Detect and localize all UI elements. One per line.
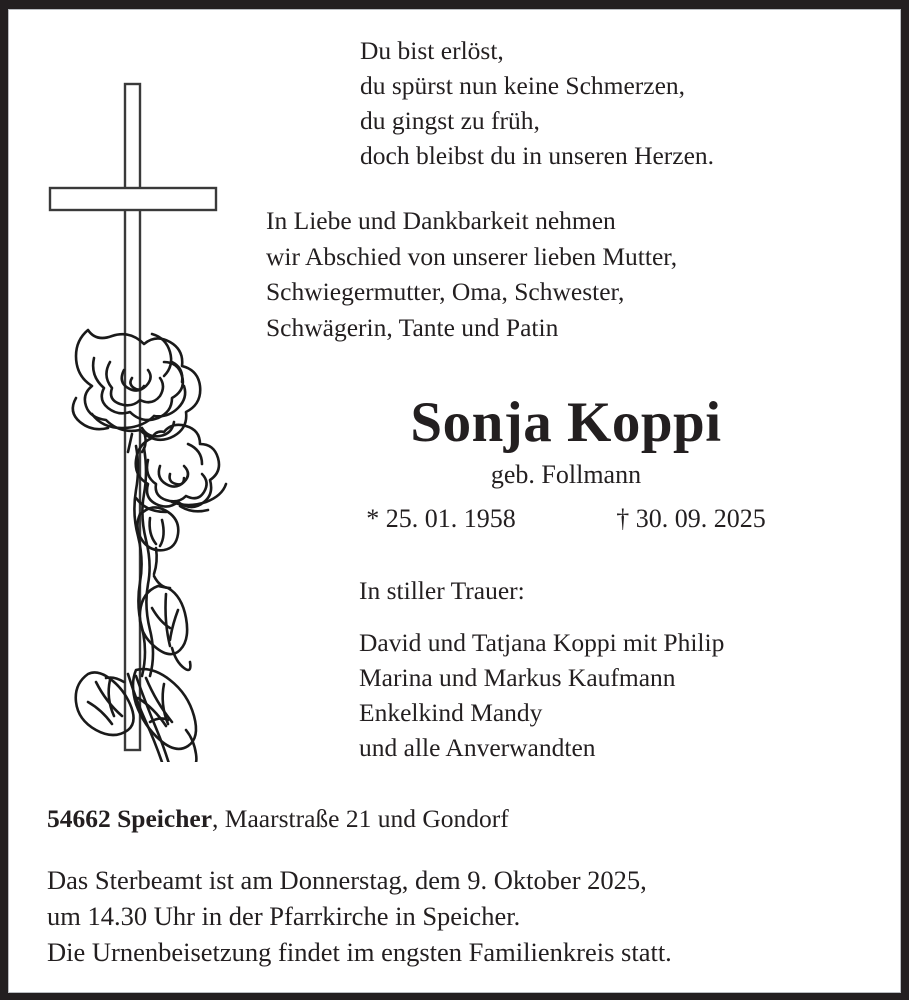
deceased-maiden-name: geb. Follmann xyxy=(490,460,642,489)
mourners-list xyxy=(359,625,724,765)
dedication-line: wir Abschied von unserer lieben Mutter, xyxy=(266,241,678,271)
mourner-line: und alle Anverwandten xyxy=(359,733,596,762)
border-right xyxy=(901,0,909,1000)
address-line xyxy=(47,803,509,835)
poem-line: Du bist erlöst, xyxy=(360,36,504,65)
birth-date: * 25. 01. 1958 xyxy=(366,504,516,533)
poem-line: du gingst zu früh, xyxy=(360,106,540,135)
poem-line: du spürst nun keine Schmerzen, xyxy=(360,71,686,100)
service-line: Das Sterbeamt ist am Donnerstag, dem 9. Oktober 2025, xyxy=(47,865,647,895)
dedication-line: Schwägerin, Tante und Patin xyxy=(266,312,559,342)
poem-block xyxy=(360,33,714,173)
mourner-line: Enkelkind Mandy xyxy=(359,698,543,727)
cross-with-roses-icon xyxy=(32,62,262,762)
dedication-block xyxy=(266,203,677,345)
address-postcode-city: 54662 Speicher xyxy=(47,804,213,833)
service-line: Die Urnenbeisetzung findet im engsten Familienkreis statt. xyxy=(47,937,672,967)
address-street: , Maarstraße 21 und Gondorf xyxy=(212,804,509,833)
border-left xyxy=(0,0,8,1000)
life-dates xyxy=(266,503,866,535)
deceased-name: Sonja Koppi xyxy=(410,391,722,454)
dedication-line: In Liebe und Dankbarkeit nehmen xyxy=(266,206,616,235)
mourner-line: David und Tatjana Koppi mit Philip xyxy=(359,628,725,657)
service-line: um 14.30 Uhr in der Pfarrkirche in Speicher. xyxy=(47,901,521,931)
mourners-block xyxy=(359,573,724,765)
poem-line: doch bleibst du in unseren Herzen. xyxy=(360,141,715,170)
border-top xyxy=(0,0,909,9)
border-bottom xyxy=(0,993,909,1000)
death-date: † 30. 09. 2025 xyxy=(616,504,766,533)
dedication-line: Schwiegermutter, Oma, Schwester, xyxy=(266,277,625,306)
service-details-block xyxy=(47,862,672,970)
mourner-line: Marina und Markus Kaufmann xyxy=(359,663,676,692)
mourners-heading: In stiller Trauer: xyxy=(359,576,525,605)
deceased-block xyxy=(266,390,866,535)
